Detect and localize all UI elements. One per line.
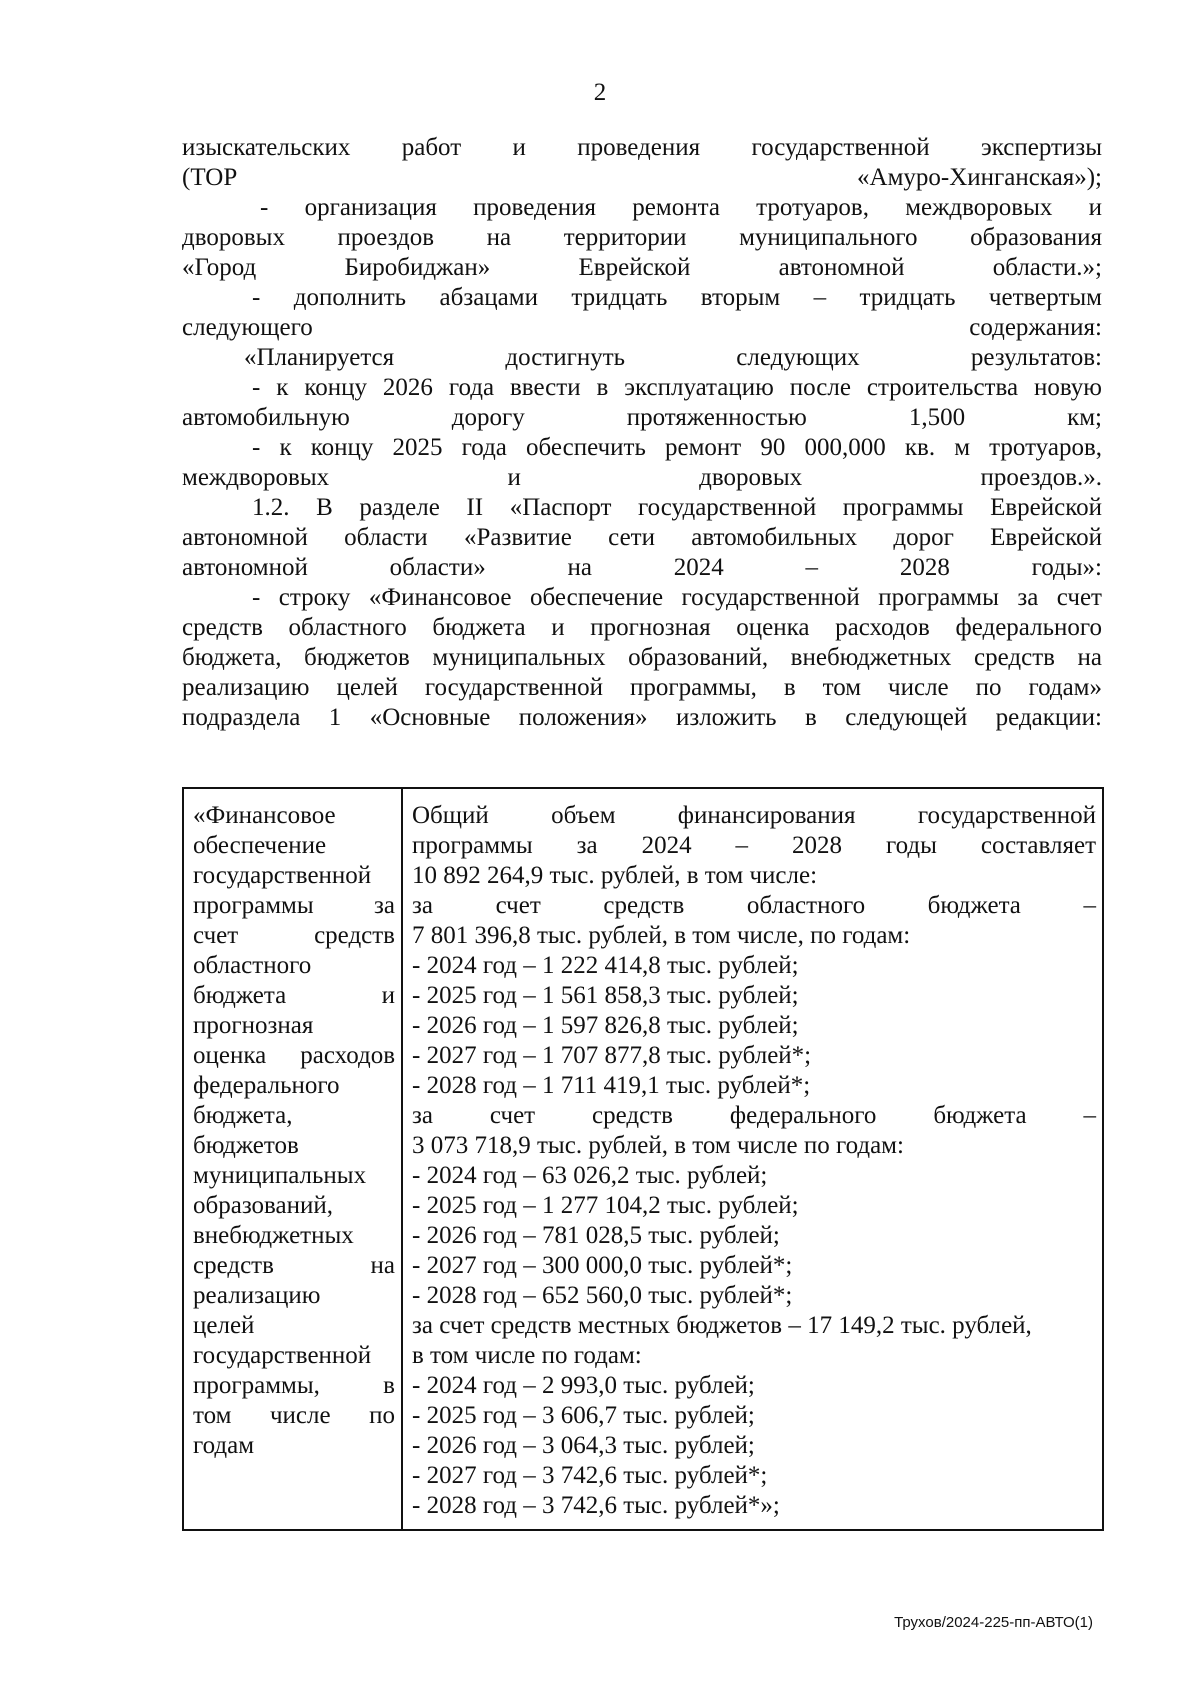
cell-line: - 2024 год – 1 222 414,8 тыс. рублей;	[412, 952, 799, 979]
paragraph-financing-row	[182, 583, 1102, 733]
paragraph-results-intro	[182, 343, 1102, 373]
table-row	[183, 788, 1103, 1530]
document-code: Трухов/2024-225-пп-АВТО(1)	[894, 1614, 1093, 1631]
cell-line: бюджета,	[193, 1102, 293, 1129]
text-line: средств областного бюджета и прогнозная оценка расходов федерального	[182, 614, 1102, 641]
cell-line: государственной	[193, 1342, 372, 1369]
cell-line: 7 801 396,8 тыс. рублей, в том числе, по годам:	[412, 922, 911, 949]
cell-line: - 2028 год – 3 742,6 тыс. рублей*»;	[412, 1492, 780, 1519]
cell-line: за счет средств местных бюджетов – 17 149,2 тыс. рублей,	[412, 1312, 1032, 1339]
cell-line: программы, в	[193, 1372, 395, 1399]
paragraph-continuation	[182, 133, 1102, 193]
cell-line: - 2026 год – 3 064,3 тыс. рублей;	[412, 1432, 755, 1459]
text-line: «Планируется достигнуть следующих результатов:	[244, 344, 1102, 371]
text-line: следующего содержания:	[182, 314, 1102, 341]
cell-line: бюджетов	[193, 1132, 299, 1159]
text-line: подраздела 1 «Основные положения» изложить в следующей редакции:	[182, 704, 1102, 731]
text-line: «Город Биробиджан» Еврейской автономной области.»;	[182, 254, 1102, 281]
cell-line: программы за	[193, 892, 395, 919]
cell-line: - 2027 год – 3 742,6 тыс. рублей*;	[412, 1462, 768, 1489]
cell-line: - 2025 год – 3 606,7 тыс. рублей;	[412, 1402, 755, 1429]
cell-line: - 2026 год – 1 597 826,8 тыс. рублей;	[412, 1012, 799, 1039]
text-line: автомобильную дорогу протяженностью 1,500 км;	[182, 404, 1102, 431]
cell-line: за счет средств областного бюджета –	[412, 892, 1096, 919]
text-line: - строку «Финансовое обеспечение государственной программы за счет	[252, 584, 1102, 611]
cell-line: целей	[193, 1312, 255, 1339]
table-cell-value	[402, 788, 1103, 1530]
cell-line: - 2025 год – 1 561 858,3 тыс. рублей;	[412, 982, 799, 1009]
cell-line: том числе по	[193, 1402, 395, 1429]
paragraph-repair-item	[182, 193, 1102, 283]
cell-line: Общий объем финансирования государственной	[412, 802, 1096, 829]
text-line: - к концу 2025 года обеспечить ремонт 90 000,000 кв. м тротуаров,	[252, 434, 1102, 461]
cell-line: в том числе по годам:	[412, 1342, 642, 1369]
cell-line: реализацию	[193, 1282, 321, 1309]
text-line: 1.2. В разделе II «Паспорт государственной программы Еврейской	[252, 494, 1102, 521]
text-line: изыскательских работ и проведения государственной экспертизы	[182, 134, 1102, 161]
text-line: - организация проведения ремонта тротуаров, междворовых и	[260, 194, 1102, 221]
paragraph-add-abzats	[182, 283, 1102, 343]
paragraph-result-road	[182, 373, 1102, 433]
cell-line: прогнозная	[193, 1012, 314, 1039]
cell-line: образований,	[193, 1192, 334, 1219]
cell-line: - 2024 год – 63 026,2 тыс. рублей;	[412, 1162, 768, 1189]
cell-line: средств на	[193, 1252, 395, 1279]
financing-table	[182, 787, 1104, 1531]
cell-line: - 2028 год – 1 711 419,1 тыс. рублей*;	[412, 1072, 811, 1099]
cell-line: годам	[193, 1432, 255, 1459]
cell-line: областного	[193, 952, 312, 979]
text-line: дворовых проездов на территории муниципального образования	[182, 224, 1102, 251]
cell-line: 10 892 264,9 тыс. рублей, в том числе:	[412, 862, 818, 889]
cell-line: - 2026 год – 781 028,5 тыс. рублей;	[412, 1222, 780, 1249]
cell-line: обеспечение	[193, 832, 327, 859]
cell-line: - 2025 год – 1 277 104,2 тыс. рублей;	[412, 1192, 799, 1219]
cell-line: - 2027 год – 300 000,0 тыс. рублей*;	[412, 1252, 793, 1279]
cell-line: - 2027 год – 1 707 877,8 тыс. рублей*;	[412, 1042, 812, 1069]
cell-line: внебюджетных	[193, 1222, 354, 1249]
cell-line: за счет средств федерального бюджета –	[412, 1102, 1096, 1129]
text-line: автономной области «Развитие сети автомобильных дорог Еврейской	[182, 524, 1102, 551]
cell-line: государственной	[193, 862, 372, 889]
cell-line: муниципальных	[193, 1162, 367, 1189]
cell-line: - 2024 год – 2 993,0 тыс. рублей;	[412, 1372, 755, 1399]
text-line: - к концу 2026 года ввести в эксплуатацию после строительства новую	[252, 374, 1102, 401]
body-text	[182, 133, 1102, 733]
cell-line: счет средств	[193, 922, 395, 949]
cell-line: - 2028 год – 652 560,0 тыс. рублей*;	[412, 1282, 793, 1309]
paragraph-section-1-2	[182, 493, 1102, 583]
text-line: (ТОР «Амуро-Хинганская»);	[182, 164, 1102, 191]
text-line: бюджета, бюджетов муниципальных образований, внебюджетных средств на	[182, 644, 1102, 671]
text-line: междворовых и дворовых проездов.».	[182, 464, 1102, 491]
text-line: - дополнить абзацами тридцать вторым – тридцать четвертым	[252, 284, 1102, 311]
text-line: реализацию целей государственной программы, в том числе по годам»	[182, 674, 1102, 701]
cell-line: оценка расходов	[193, 1042, 395, 1069]
cell-line: бюджета и	[193, 982, 395, 1009]
cell-line: программы за 2024 – 2028 годы составляет	[412, 832, 1096, 859]
text-line: автономной области» на 2024 – 2028 годы»:	[182, 554, 1102, 581]
cell-line: «Финансовое	[193, 802, 336, 829]
cell-line: федерального	[193, 1072, 340, 1099]
paragraph-result-repair	[182, 433, 1102, 493]
table-cell-label	[183, 788, 402, 1530]
page-number: 2	[593, 79, 607, 106]
cell-line: 3 073 718,9 тыс. рублей, в том числе по годам:	[412, 1132, 904, 1159]
